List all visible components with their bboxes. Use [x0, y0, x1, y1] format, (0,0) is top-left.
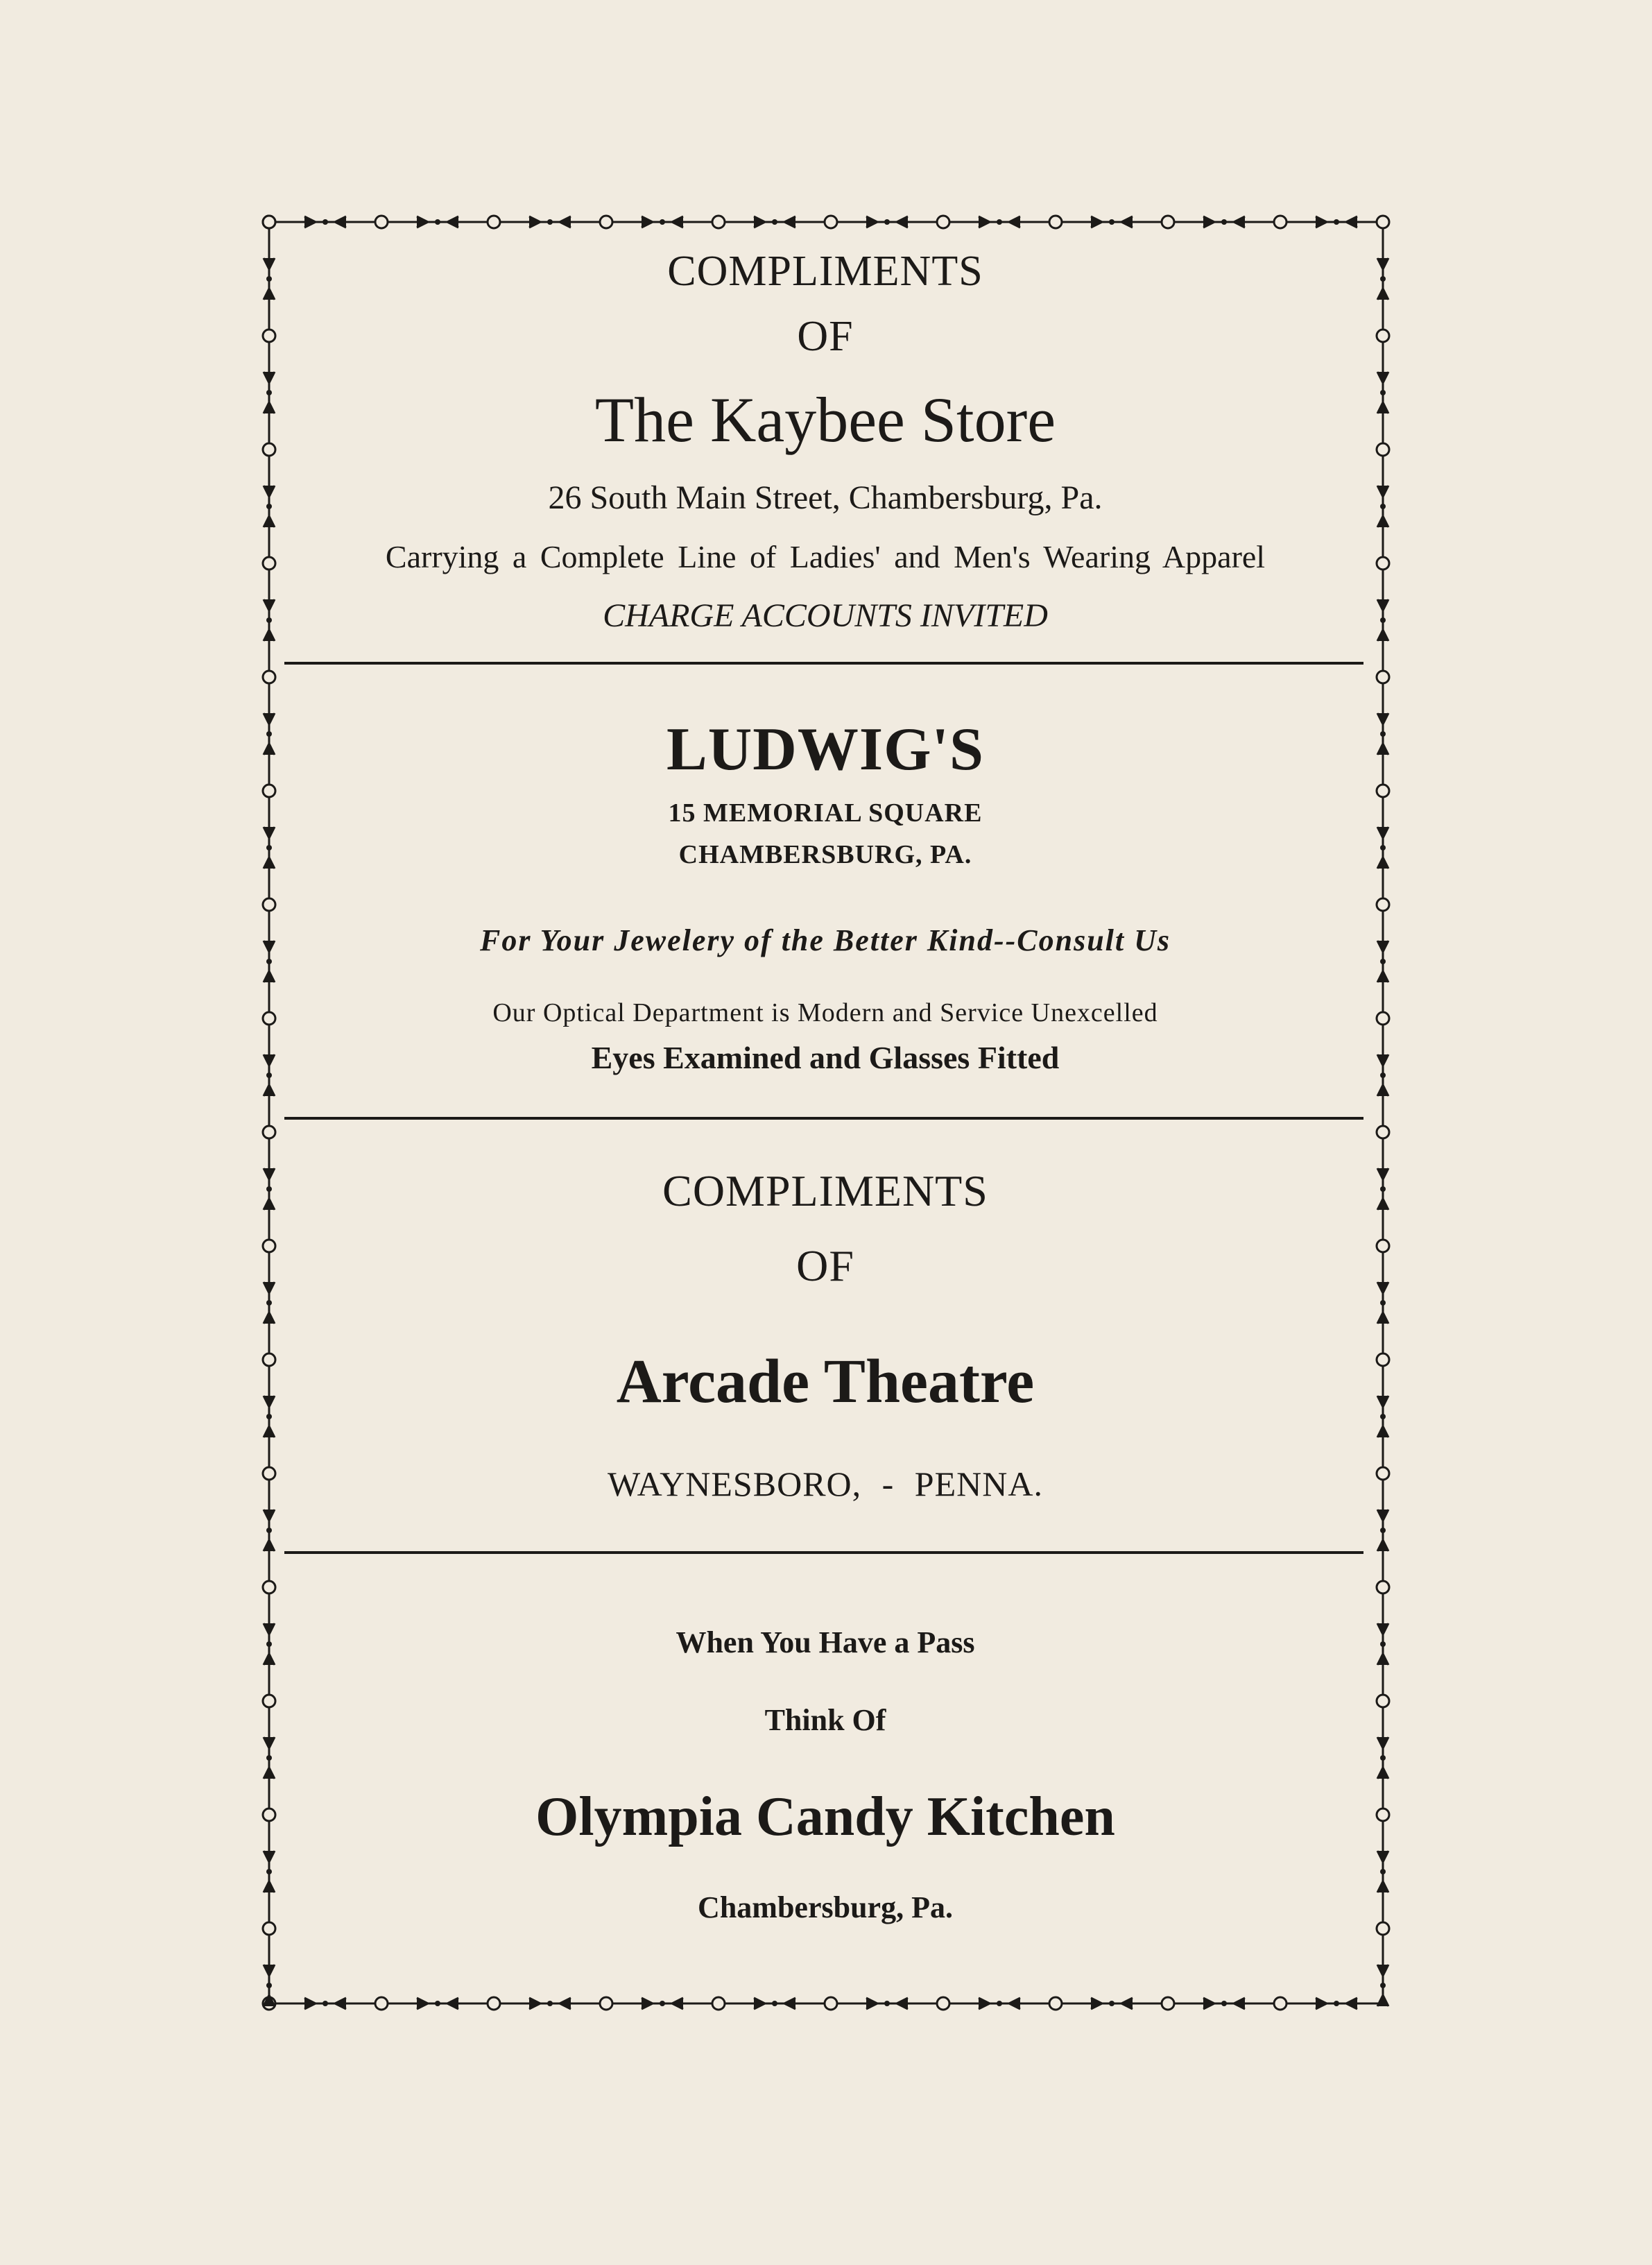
divider-3 — [284, 1551, 1363, 1554]
compliments-heading: COMPLIMENTS — [667, 248, 983, 295]
pass-line: When You Have a Pass — [676, 1625, 975, 1659]
candy-kitchen-location: Chambersburg, Pa. — [698, 1890, 953, 1924]
of-heading: OF — [797, 313, 854, 360]
store-name: The Kaybee Store — [594, 384, 1056, 455]
theatre-location: WAYNESBORO, - PENNA. — [608, 1464, 1043, 1503]
compliments-heading: COMPLIMENTS — [662, 1166, 988, 1215]
address-line-1: 15 MEMORIAL SQUARE — [668, 798, 983, 828]
optical-text: Our Optical Department is Modern and Service Unexcelled — [492, 998, 1158, 1027]
store-address: 26 South Main Street, Chambersburg, Pa. — [548, 479, 1103, 516]
divider-2 — [284, 1117, 1363, 1120]
divider-1 — [284, 662, 1363, 665]
ad-ludwigs — [284, 715, 1366, 1103]
address-line-2: CHAMBERSBURG, PA. — [678, 840, 972, 869]
charge-note: CHARGE ACCOUNTS INVITED — [603, 597, 1048, 634]
eyes-examined: Eyes Examined and Glasses Fitted — [591, 1040, 1060, 1075]
candy-kitchen-name: Olympia Candy Kitchen — [535, 1786, 1115, 1847]
ad-olympia-candy-kitchen — [284, 1609, 1366, 1956]
ad-arcade-theatre — [284, 1159, 1366, 1547]
ad-kaybee-store — [284, 236, 1366, 666]
jewelry-slogan: For Your Jewelery of the Better Kind--Consult Us — [479, 923, 1171, 957]
of-heading: OF — [796, 1241, 854, 1290]
theatre-name: Arcade Theatre — [616, 1347, 1035, 1416]
store-tagline: Carrying a Complete Line of Ladies' and Men's Wearing Apparel — [385, 539, 1266, 574]
think-of-line: Think Of — [764, 1703, 886, 1737]
store-name: LUDWIG'S — [666, 716, 984, 783]
